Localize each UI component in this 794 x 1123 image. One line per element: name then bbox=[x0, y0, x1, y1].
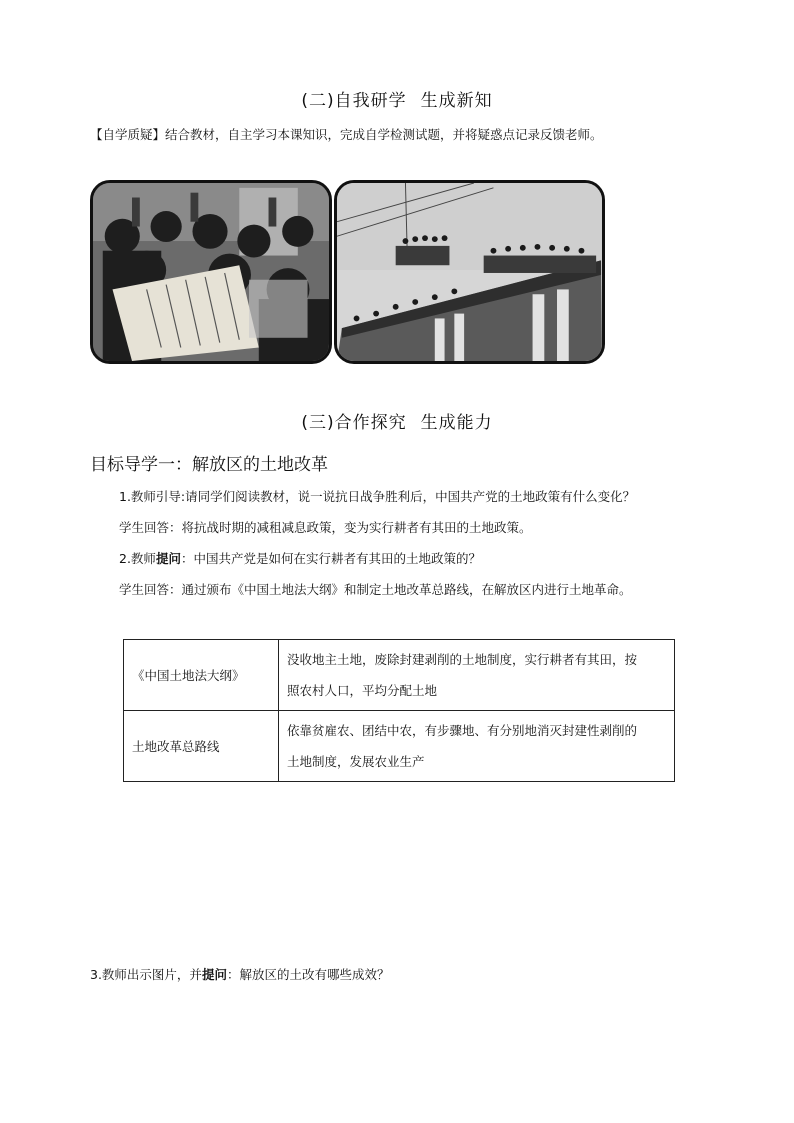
section3-prefix: (三) bbox=[301, 413, 335, 433]
question-1 bbox=[119, 488, 635, 506]
table-row bbox=[124, 640, 675, 711]
table-value-cell bbox=[279, 711, 675, 782]
section2-prefix: (二) bbox=[301, 91, 335, 111]
section2-title-a: 自我研学 bbox=[334, 91, 407, 111]
q1-prefix: 1.教师引导: bbox=[119, 489, 186, 504]
selfstudy-text: 结合教材，自主学习本课知识，完成自学检测试题，并将疑惑点记录反馈老师。 bbox=[165, 127, 603, 142]
soldiers-on-building-roof-photo bbox=[334, 180, 605, 364]
table-key-cell: 《中国土地法大纲》 bbox=[124, 640, 279, 711]
selfstudy-label: 【自学质疑】 bbox=[90, 127, 166, 142]
selfstudy-line bbox=[90, 126, 603, 144]
answer-1 bbox=[119, 519, 532, 537]
table-value-line: 依靠贫雇农、团结中农，有步骤地、有分别地消灭封建性剥削的 bbox=[287, 723, 638, 738]
table-row bbox=[124, 711, 675, 782]
section3-title bbox=[0, 408, 794, 433]
table-value-line: 土地制度，发展农业生产 bbox=[287, 754, 425, 769]
land-reform-table bbox=[123, 639, 675, 782]
answer-2 bbox=[119, 581, 632, 599]
table-value-cell bbox=[279, 640, 675, 711]
q3-bold: 提问 bbox=[201, 967, 227, 982]
section2-title bbox=[0, 86, 794, 111]
question-2 bbox=[119, 550, 481, 568]
question-3 bbox=[90, 966, 389, 984]
goal1-title: 目标导学一：解放区的土地改革 bbox=[90, 455, 328, 475]
a1-prefix: 学生回答： bbox=[119, 520, 182, 535]
q2-text: ：中国共产党是如何在实行耕者有其田的土地政策的？ bbox=[180, 551, 481, 566]
q2-bold: 提问 bbox=[155, 551, 181, 566]
section2-title-b: 生成新知 bbox=[420, 91, 493, 111]
a2-text: 通过颁布《中国土地法大纲》和制定土地改革总路线，在解放区内进行土地革命。 bbox=[181, 582, 632, 597]
crowd-reading-proclamation-photo bbox=[90, 180, 332, 364]
table-value-line: 照农村人口，平均分配土地 bbox=[287, 683, 438, 698]
q3-prefix: 3.教师出示图片，并 bbox=[90, 967, 202, 982]
q3-text: ：解放区的土改有哪些成效？ bbox=[226, 967, 390, 982]
q2-prefix: 2.教师 bbox=[119, 551, 156, 566]
table-value-line: 没收地主土地，废除封建剥削的土地制度，实行耕者有其田，按 bbox=[287, 652, 638, 667]
a2-prefix: 学生回答： bbox=[119, 582, 182, 597]
q1-text: 请同学们阅读教材，说一说抗日战争胜利后，中国共产党的土地政策有什么变化？ bbox=[185, 489, 636, 504]
section3-title-b: 生成能力 bbox=[420, 413, 493, 433]
section3-title-a: 合作探究 bbox=[334, 413, 407, 433]
table-key-cell: 土地改革总路线 bbox=[124, 711, 279, 782]
a1-text: 将抗战时期的减租减息政策，变为实行耕者有其田的土地政策。 bbox=[181, 520, 532, 535]
